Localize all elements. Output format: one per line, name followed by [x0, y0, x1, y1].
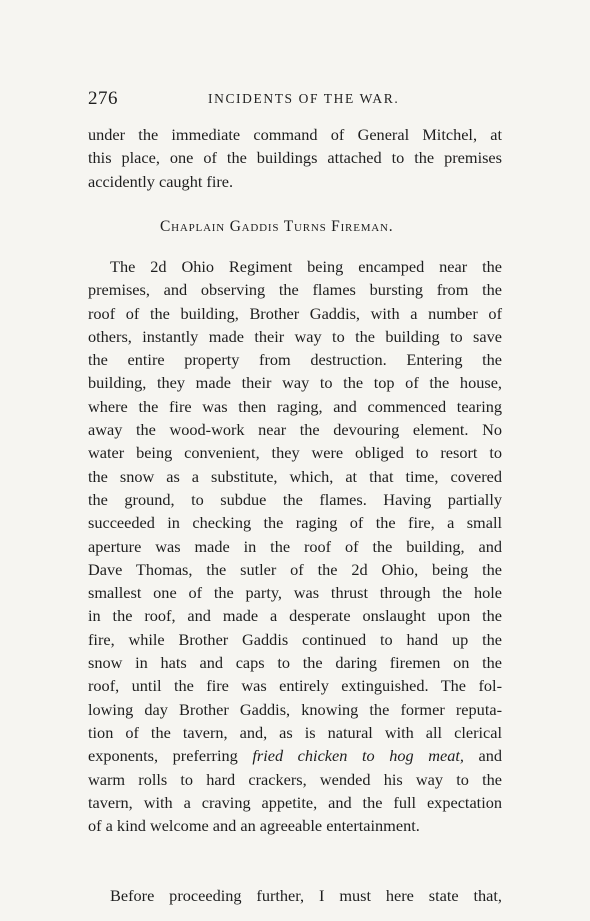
text-line: of a kind welcome and an agreeable entertainment.	[88, 816, 420, 836]
text-line: under the immediate command of General Mitchel, at	[88, 125, 502, 144]
text-line: smallest one of the party, was thrust through the hole	[88, 583, 502, 603]
text-line: this place, one of the buildings attached to the premises	[88, 148, 502, 168]
text-line: aperture was made in the roof of the building, and	[88, 536, 502, 556]
text-line: lowing day Brother Gaddis, knowing the former reputa-	[88, 699, 502, 719]
text-fragment: exponents, preferring	[88, 746, 253, 766]
text-line: Before proceeding further, I must here state that,	[110, 886, 502, 905]
text-line: away the wood-work near the devouring element. No	[88, 420, 502, 440]
text-line: warm rolls to hard crackers, wended his way to the	[88, 769, 502, 789]
text-line: succeeded in checking the raging of the fire, a small	[88, 513, 502, 533]
intro-paragraph	[88, 123, 502, 193]
text-line: tavern, with a craving appetite, and the full expectation	[88, 792, 502, 812]
text-line: the ground, to subdue the flames. Having partially	[88, 489, 502, 509]
text-line-with-italic	[88, 744, 502, 767]
text-line: accidently caught fire.	[88, 171, 234, 191]
text-line: water being convenient, they were obliged to resort to	[88, 443, 502, 463]
text-line: in the roof, and made a desperate onslaught upon the	[88, 606, 502, 626]
text-line: roof of the building, Brother Gaddis, with a number of	[88, 303, 502, 323]
text-line: the entire property from destruction. Entering the	[88, 350, 502, 370]
italic-phrase: fried chicken to hog meat,	[252, 746, 464, 766]
text-line: Dave Thomas, the sutler of the 2d Ohio, being the	[88, 559, 502, 579]
text-line: roof, until the fire was entirely extinguished. The fol-	[88, 676, 502, 696]
text-line: tion of the tavern, and, as is natural with all clerical	[88, 722, 502, 742]
text-line: where the fire was then raging, and commenced tearing	[88, 396, 502, 416]
text-line: fire, while Brother Gaddis continued to hand up the	[88, 629, 502, 649]
text-line: premises, and observing the flames bursting from the	[88, 280, 502, 300]
text-line: others, instantly made their way to the building to save	[88, 326, 502, 346]
text-line: The 2d Ohio Regiment being encamped near the	[110, 257, 502, 276]
text-line: snow in hats and caps to the daring firemen on the	[88, 653, 502, 673]
next-paragraph	[88, 884, 502, 907]
text-fragment: and	[463, 746, 503, 766]
text-line: the snow as a substitute, which, at that time, covered	[88, 466, 502, 486]
running-head	[88, 88, 508, 110]
section-heading: Chaplain Gaddis Turns Fireman.	[160, 218, 394, 235]
main-paragraph	[88, 255, 502, 837]
text-line: building, they made their way to the top of the house,	[88, 373, 502, 393]
page-number: 276	[88, 88, 118, 109]
running-title: INCIDENTS OF THE WAR.	[208, 91, 400, 106]
